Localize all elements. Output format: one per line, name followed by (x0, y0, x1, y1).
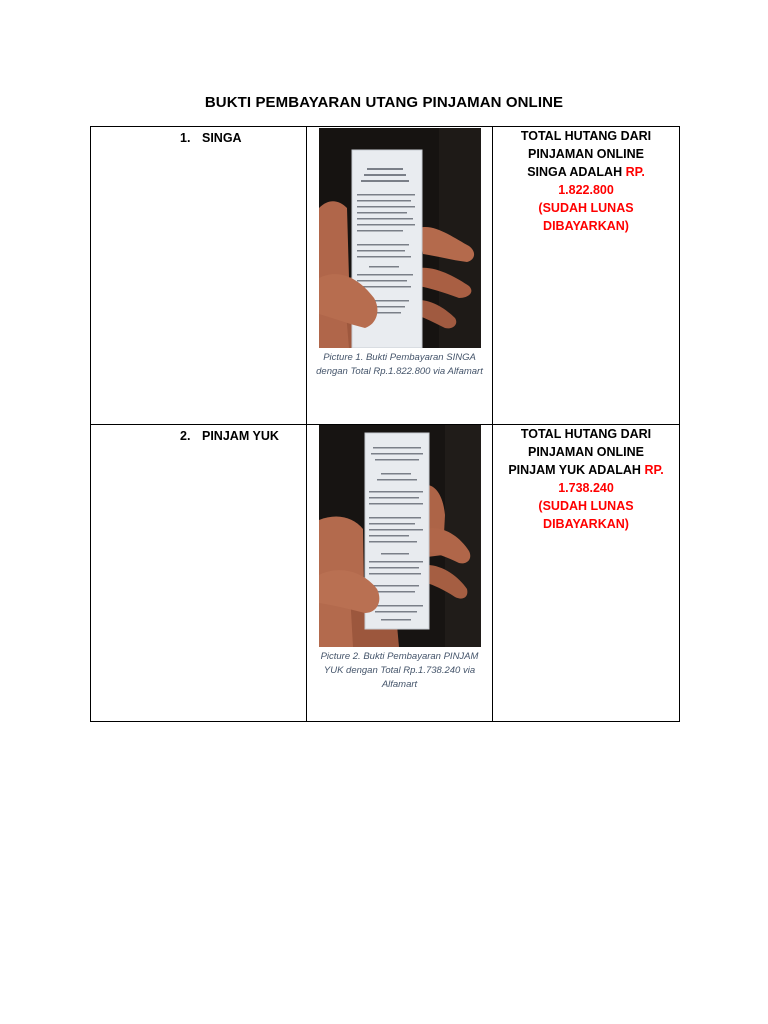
total-debt-cell (493, 127, 680, 425)
loan-name: SINGA (202, 131, 242, 145)
total-amount: RP. 1.738.240 (558, 463, 664, 495)
loan-name-label (91, 425, 306, 443)
loan-name: PINJAM YUK (202, 429, 279, 443)
row-number: 2. (180, 429, 191, 443)
receipt-photo-cell (307, 425, 493, 722)
document-title: BUKTI PEMBAYARAN UTANG PINJAMAN ONLINE (204, 94, 564, 111)
total-amount: RP. 1.822.800 (558, 165, 645, 197)
receipt-caption: Picture 2. Bukti Pembayaran PINJAM YUK dengan Total Rp.1.738.240 via Alfamart (320, 651, 479, 690)
table-row (91, 425, 680, 722)
receipt-caption: Picture 1. Bukti Pembayaran SINGA dengan Total Rp.1.822.800 via Alfamart (316, 352, 483, 377)
total-debt-cell (493, 425, 680, 722)
row-number: 1. (180, 131, 191, 145)
receipt-photo-cell (307, 127, 493, 425)
payment-status: (SUDAH LUNAS DIBAYARKAN) (538, 201, 634, 233)
payment-status: (SUDAH LUNAS DIBAYARKAN) (538, 499, 634, 531)
total-debt-text: TOTAL HUTANG DARI PINJAMAN ONLINE SINGA ADALAH (520, 129, 652, 179)
payment-proof-table (90, 126, 680, 722)
loan-name-cell (91, 127, 307, 425)
receipt-photo (319, 128, 481, 348)
table-row (91, 127, 680, 425)
receipt-photo (319, 425, 481, 647)
loan-name-label (91, 127, 306, 145)
total-debt-text: TOTAL HUTANG DARI PINJAMAN ONLINE PINJAM YUK ADALAH (508, 427, 652, 477)
loan-name-cell (91, 425, 307, 722)
